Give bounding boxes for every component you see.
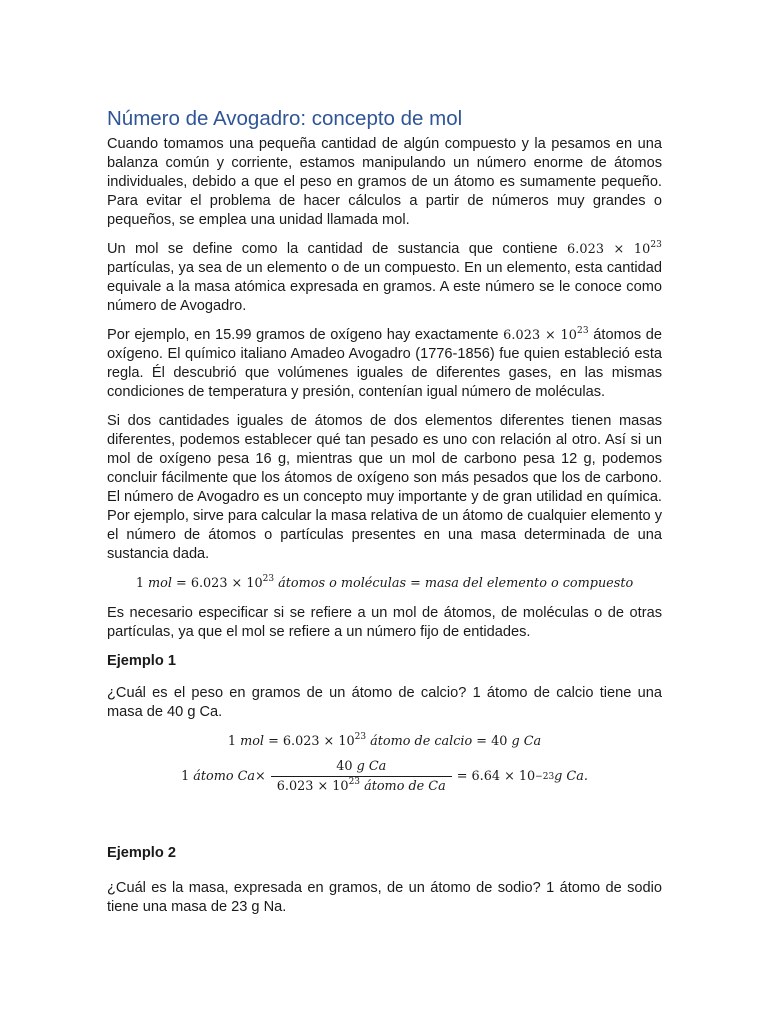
paragraph-oxygen-example [107, 326, 662, 402]
paragraph-mol-definition [107, 240, 662, 316]
example-2-question: ¿Cuál es la masa, expresada en gramos, de un átomo de sodio? 1 átomo de sodio tiene una masa de 23 g Na. [107, 880, 662, 915]
avogadro-number: $6.023 \times 10^{23}$ [503, 326, 589, 343]
equation-calcium-atom-mass: 1 átomo Ca × $\frac{\text{40 g Ca}}{6.023 \times 10^{23} átomo de Ca}$ = 6.64 × 10 −23 g Ca. [181, 759, 588, 794]
paragraph-intro: Cuando tomamos una pequeña cantidad de algún compuesto y la pesamos en una balanza común y corriente, estamos manipulando un número enorme de átomos individuales, debido a que el peso en gramos de un átomo es sumamente pequeño. Para evitar el problema de hacer cálculos a partir de números muy grandes o pequeños, se emplea una unidad llamada mol. [107, 136, 662, 228]
example-1-question: ¿Cuál es el peso en gramos de un átomo de calcio? 1 átomo de calcio tiene una masa de 40 g Ca. [107, 685, 662, 720]
page-title: Número de Avogadro: concepto de mol [107, 107, 463, 130]
text-run: partículas, ya sea de un elemento o de un compuesto. En un elemento, esta cantidad equivale a la masa atómica expresada en gramos. A este número se le conoce como número de Avogadro. [107, 260, 662, 314]
text-run: Un mol se define como la cantidad de sustancia que contiene [107, 241, 567, 257]
equation-mol-definition: 1 mol = $6.023 \times 10^{23}$ átomos o moléculas = masa del elemento o compuesto [135, 574, 634, 591]
text-run: átomos de oxígeno. El químico italiano Amadeo Avogadro (1776-1856) fue quien estableció esta regla. Él descubrió que volúmenes iguales de diferentes gases, en las mismas condiciones de temperatura y presión, contenían igual número de moléculas. [107, 327, 662, 400]
avogadro-number: $6.023 \times 10^{23}$ [566, 240, 662, 257]
paragraph-relative-mass: Si dos cantidades iguales de átomos de dos elementos diferentes tienen masas diferentes, podemos establecer qué tan pesado es uno con relación al otro. Así si un mol de oxígeno pesa 16 g, mientras que un mol de carbono pesa 12 g, podemos concluir fácilmente que los átomos de oxígeno son más pesados que los de carbono. El número de Avogadro es un concepto muy importante y de gran utilidad en química. Por ejemplo, sirve para calcular la masa relativa de un átomo de cualquier elemento y el número de átomos o partículas presentes en una masa determinada de una sustancia dada. [107, 413, 662, 562]
document-page [107, 106, 662, 927]
fraction: $\frac{\text{40 g Ca}}{6.023 \times 10^{23} átomo de Ca}$ [271, 759, 452, 794]
paragraph-entities: Es necesario especificar si se refiere a un mol de átomos, de moléculas o de otras partículas, ya que el mol se refiere a un número fijo de entidades. [107, 605, 662, 640]
equation-calcium-mol: 1 mol = $6.023 \times 10^{23}$ átomo de calcio = 40 g Ca [227, 732, 542, 749]
example-2-heading: Ejemplo 2 [107, 845, 176, 861]
example-1-heading: Ejemplo 1 [107, 653, 176, 669]
text-run: Por ejemplo, en 15.99 gramos de oxígeno hay exactamente [107, 327, 504, 343]
